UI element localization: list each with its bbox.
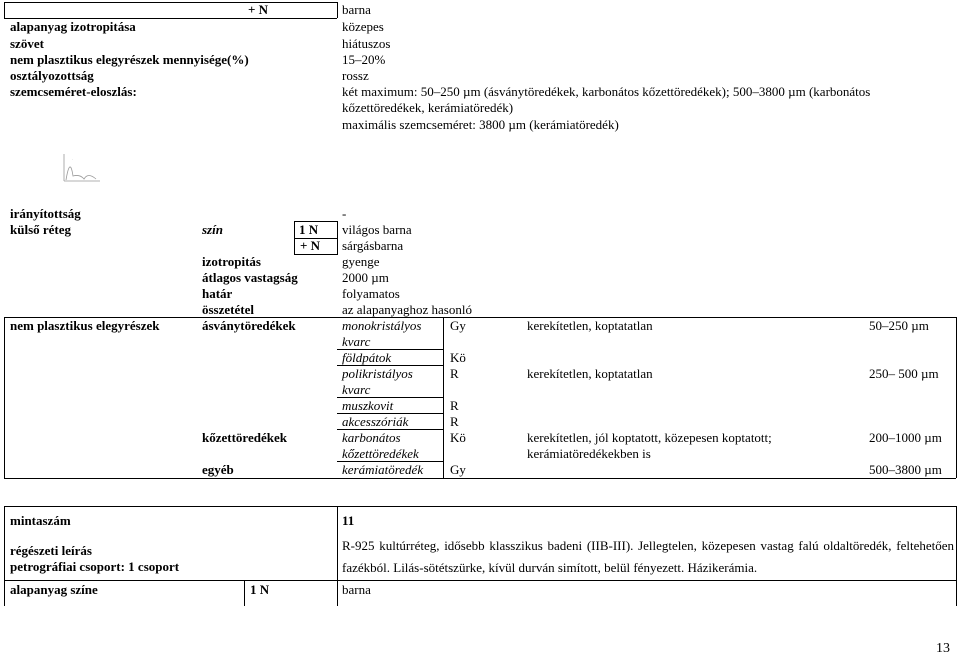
row-value-izotropitas: közepes [342,19,384,34]
inclusions-label: nem plasztikus elegyrészek [10,318,160,333]
row-value-szovet: hiátuszos [342,36,391,51]
inclusion-shape: kerekítetlen, koptatatlan [527,318,653,333]
row-value-osztalyozottsag: rossz [342,68,369,83]
color-pn-label: + N [300,238,321,253]
grain-label: szemcseméret-eloszlás: [10,84,137,99]
inclusion-name: karbonátos kőzettöredékek [342,430,419,461]
row-value-mennyiseg: 15–20% [342,52,386,67]
inclusion-freq: Kö [450,430,466,445]
row-label-mennyiseg: nem plasztikus elegyrészek mennyisége(%) [10,52,249,67]
desc-label: régészeti leírás [10,543,92,558]
sample-color-label: alapanyag színe [10,582,98,597]
inclusion-size: 500–3800 µm [869,462,942,477]
orientation-value: - [342,206,347,221]
page-number: 13 [936,641,950,656]
pn-label: + N [248,2,269,17]
color-label: szín [202,222,223,237]
outer-izotropitas-label: izotropitás [202,254,261,269]
inclusion-freq: Gy [450,462,466,477]
inclusion-name: polikristályos kvarc [342,366,413,397]
grain-max: maximális szemcseméret: 3800 µm (kerámiatöredék) [342,117,619,132]
group-label: petrográfiai csoport: 1 csoport [10,559,180,574]
grain-text: két maximum: 50–250 µm (ásványtöredékek, karbonátos kőzettöredékek); 500–3800 µm (karbonátos kőzettöredékek, kerámiatöredék) [342,84,871,115]
inclusion-shape: kerekítetlen, koptatatlan [527,366,653,381]
sample-color-1n-label: 1 N [250,582,270,597]
group-other: egyéb [202,462,234,477]
color-1n-label: 1 N [299,222,319,237]
color-1n-value: világos barna [342,222,412,237]
inclusion-name: monokristályos kvarc [342,318,422,349]
outer-thickness-label: átlagos vastagság [202,270,298,285]
row-label-izotropitas: alapanyag izotropitása [10,19,136,34]
inclusion-name: akcesszóriák [342,414,409,429]
inclusion-name: földpátok [342,350,392,365]
outer-composition-value: az alapanyaghoz hasonló [342,302,472,317]
svg-text:.: . [72,156,73,161]
group-rock: kőzettöredékek [202,430,287,445]
sample-number-label: mintaszám [10,513,71,528]
inclusion-size: 50–250 µm [869,318,929,333]
outer-composition-label: összetétel [202,302,254,317]
orientation-label: irányítottság [10,206,81,221]
row-label-szovet: szövet [10,36,44,51]
sample-color-value: barna [342,582,371,597]
pn-value: barna [342,2,371,17]
inclusion-freq: Gy [450,318,466,333]
inclusion-freq: R [450,398,459,413]
outer-layer-label: külső réteg [10,222,72,237]
inclusion-name: muszkovit [342,398,394,413]
inclusion-freq: Kö [450,350,466,365]
outer-boundary-label: határ [202,286,233,301]
row-label-osztalyozottsag: osztályozottság [10,68,94,83]
inclusion-size: 250– 500 µm [869,366,939,381]
inclusion-name: kerámiatöredék [342,462,424,477]
outer-izotropitas-value: gyenge [342,254,380,269]
desc-text: R-925 kultúrréteg, idősebb klasszikus badeni (IIB-III). Jellegtelen, közepesen vastag falú oldaltöredék, feltehetően fazékból. Lilás-sötétszürke, kívül durván simított, belül fényezett. Házikerámia. [342,538,954,575]
outer-thickness-value: 2000 µm [342,270,389,285]
inclusion-freq: R [450,414,459,429]
inclusion-freq: R [450,366,459,381]
group-mineral: ásványtöredékek [202,318,296,333]
sample-number-value: 11 [342,513,355,528]
inclusion-size: 200–1000 µm [869,430,942,445]
inclusion-shape: kerekítetlen, jól koptatott, közepesen koptatott; kerámiatöredékekben is [527,430,772,461]
grain-distribution-sketch [58,150,102,184]
color-pn-value: sárgásbarna [342,238,404,253]
outer-boundary-value: folyamatos [342,286,400,301]
